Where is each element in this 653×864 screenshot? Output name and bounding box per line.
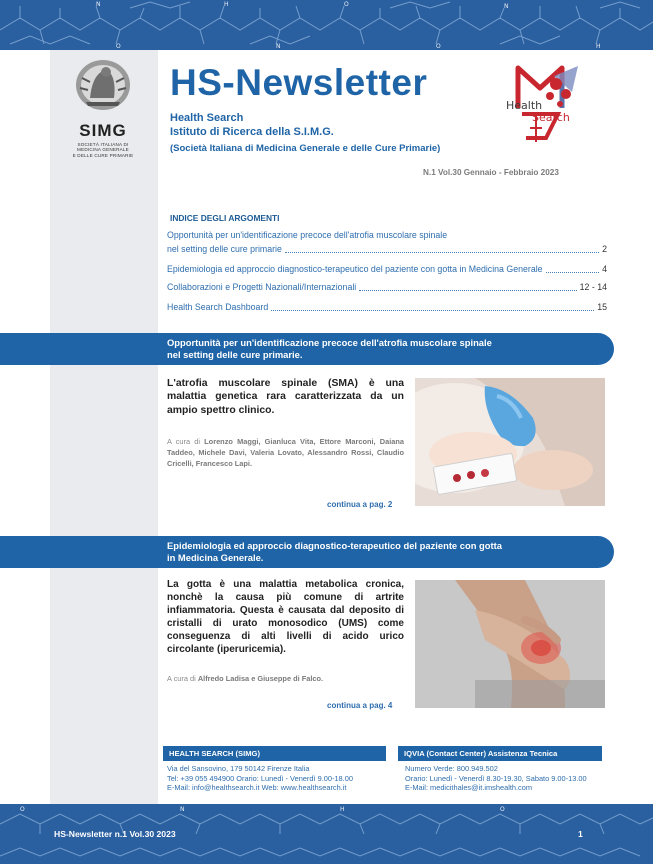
health-search-logo [496, 54, 592, 150]
toc-dot-leader [271, 310, 594, 311]
toc-dot-leader [546, 272, 600, 273]
svg-text:O: O [344, 1, 349, 8]
toc-title: INDICE DEGLI ARGOMENTI [170, 213, 280, 223]
header-band [0, 0, 653, 50]
toc-item-line: nel setting delle cure primarie [167, 244, 282, 254]
svg-text:H: H [596, 43, 601, 50]
svg-text:N: N [276, 43, 281, 50]
page-number: 1 [578, 829, 583, 839]
contact-details-iqvia: Numero Verde: 800.949.502 Orario: Lunedì - Venerdì 8.30-19.30, Sabato 9.00-13.00 E-Mail: medicithales@it.imshealth.com [405, 764, 587, 793]
toc-item-line: Epidemiologia ed approccio diagnostico-terapeutico del paziente con gotta in Medicina Generale [167, 264, 543, 274]
article-lead: L'atrofia muscolare spinale (SMA) è una malattia genetica rara caratterizzata da un ampio spettro clinico. [167, 378, 404, 416]
article-photo-infant-test [415, 378, 605, 506]
molecule-pattern [0, 0, 653, 50]
contact-details-health-search: Via del Sansovino, 179 50142 Firenze Italia Tel: +39 055 494900 Orario: Lunedì - Venerdì 9.00-18.00 E-Mail: info@healthsearch.it Web: www.healthsearch.it [167, 764, 353, 793]
svg-text:Health: Health [506, 99, 543, 112]
contact-title-iqvia: IQVIA (Contact Center) Assistenza Tecnica [398, 746, 602, 761]
toc-dot-leader [359, 290, 576, 291]
simg-logo-text: SIMG [79, 121, 127, 140]
toc-dot-leader [285, 252, 599, 253]
simg-logo [68, 58, 138, 168]
toc-page-number: 4 [602, 264, 607, 274]
svg-text:O: O [20, 806, 25, 813]
simg-logo-subtitle: SOCIETÀ ITALIANA DI MEDICINA GENERALE E DELLE CURE PRIMARIE [72, 142, 134, 158]
article-authors: A cura di Lorenzo Maggi, Gianluca Vita, Ettore Marconi, Daiana Taddeo, Michele Davi, Valeria Lovato, Alessandro Rossi, Claudio Cricelli, Francesco Lapi. [167, 437, 404, 468]
toc-item-line: Health Search Dashboard [167, 302, 269, 312]
svg-text:O: O [116, 43, 121, 50]
toc-item[interactable] [167, 228, 607, 256]
article-lead: La gotta è una malattia metabolica cronica, nonchè la causa più comune di artrite infiammatoria. Questa è causata dal deposito di cristalli di urato monosodico (UMS) come conseguenza di alti livelli di acido urico circolante (iperuricemia). [167, 579, 404, 655]
section-label: ANALISI IN MEDICINA GENERALE [66, 542, 154, 561]
toc-item-line: Opportunità per un'identificazione precoce dell'atrofia muscolare spinale [167, 230, 448, 240]
simg-emblem-icon [68, 58, 138, 112]
svg-text:H: H [340, 806, 345, 813]
svg-text:N: N [96, 1, 101, 8]
continue-link[interactable]: continua a pag. 2 [327, 500, 393, 509]
subtitle-health-search: Health Search [170, 112, 244, 124]
health-search-emblem-icon [496, 54, 592, 150]
svg-text:Search: Search [532, 111, 570, 124]
svg-text:N: N [180, 806, 185, 813]
toc-item-line: Collaborazioni e Progetti Nazionali/Internazionali [167, 282, 357, 292]
svg-text:N: N [504, 3, 509, 10]
toc-item[interactable] [167, 280, 607, 294]
issue-info: N.1 Vol.30 Gennaio - Febbraio 2023 [423, 168, 559, 177]
article-title[interactable]: Opportunità per un'identificazione precoce dell'atrofia muscolare spinale nel setting delle cure primarie. [167, 337, 492, 360]
newsletter-title: HS-Newsletter [170, 62, 428, 103]
toc-page-number: 15 [597, 302, 607, 312]
toc-item[interactable] [167, 262, 607, 276]
article-authors: A cura di Alfredo Ladisa e Giuseppe di Falco. [167, 674, 324, 683]
svg-text:O: O [500, 806, 505, 813]
article-title[interactable]: Epidemiologia ed approccio diagnostico-terapeutico del paziente con gotta in Medicina Generale. [167, 540, 502, 563]
subtitle-institute: Istituto di Ricerca della S.I.M.G. [170, 126, 334, 138]
toc-item[interactable] [167, 300, 607, 314]
article-photo-elbow-pain [415, 580, 605, 708]
svg-text:O: O [436, 43, 441, 50]
subtitle-society: (Società Italiana di Medicina Generale e delle Cure Primarie) [170, 143, 441, 154]
toc-page-number: 12 - 14 [579, 282, 607, 292]
footer-issue: HS-Newsletter n.1 Vol.30 2023 [54, 829, 176, 839]
contact-title-health-search: HEALTH SEARCH (SIMG) [163, 746, 386, 761]
toc-page-number: 2 [602, 244, 607, 254]
section-label: RICERCA INTERNAZIONALE [81, 339, 154, 358]
svg-text:H: H [224, 1, 229, 8]
continue-link[interactable]: continua a pag. 4 [327, 701, 393, 710]
